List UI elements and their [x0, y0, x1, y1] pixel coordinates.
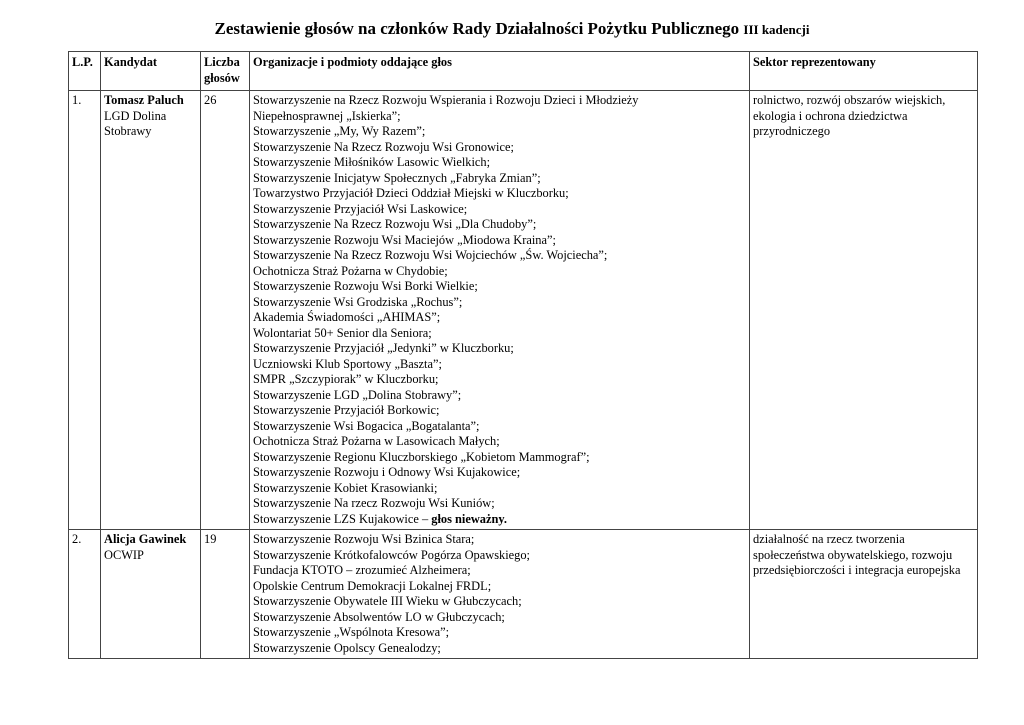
invalid-vote-note: głos nieważny. [431, 511, 507, 526]
header-sektor: Sektor reprezentowany [750, 52, 978, 91]
list-item: Stowarzyszenie LGD „Dolina Stobrawy”; [253, 387, 462, 402]
list-item: Stowarzyszenie „Wspólnota Kresowa”; [253, 625, 450, 639]
list-item: Stowarzyszenie Rozwoju i Odnowy Wsi Kujakowice; [253, 465, 521, 479]
list-item: Niepełnosprawnej „Iskierka”; [253, 108, 401, 123]
title-suffix: III kadencji [743, 22, 810, 37]
organizations-list [253, 532, 746, 656]
list-item: Stowarzyszenie Rozwoju Wsi Bzinica Stara; [253, 532, 475, 546]
list-item: Ochotnicza Straż Pożarna w Chydobie; [253, 263, 448, 278]
candidate-affiliation: LGD Dolina Stobrawy [104, 108, 167, 138]
list-item: Stowarzyszenie Opolscy Genealodzy; [253, 640, 441, 655]
list-item: SMPR „Szczypiorak” w Kluczborku; [253, 372, 439, 386]
table-row [69, 91, 978, 530]
list-item: Stowarzyszenie Rozwoju Wsi Borki Wielkie; [253, 279, 478, 293]
title-main: Zestawienie głosów na członków Rady Działalności Pożytku Publicznego [214, 19, 740, 38]
list-item: Stowarzyszenie Wsi Grodziska „Rochus”; [253, 294, 463, 309]
page-title [0, 19, 1024, 39]
candidate-affiliation: OCWIP [104, 547, 144, 562]
list-item: Stowarzyszenie Absolwentów LO w Głubczycach; [253, 609, 505, 624]
sector-cell: działalność na rzecz tworzenia społeczeństwa obywatelskiego, rozwoju przedsiębiorczości i integracja europejska [750, 530, 978, 659]
organizations-cell [250, 91, 750, 530]
votes-table [68, 51, 978, 659]
list-item [253, 512, 746, 528]
row-lp: 1. [69, 91, 101, 530]
list-item: Stowarzyszenie Miłośników Lasowic Wielkich; [253, 155, 491, 169]
row-lp: 2. [69, 530, 101, 659]
list-item: Stowarzyszenie Kobiet Krasowianki; [253, 480, 438, 495]
list-item: Stowarzyszenie Na rzecz Rozwoju Wsi Kuniów; [253, 496, 495, 510]
list-item: Stowarzyszenie Regionu Kluczborskiego „Kobietom Mammograf”; [253, 449, 590, 464]
list-item: Stowarzyszenie „My, Wy Razem”; [253, 124, 426, 138]
table-row [69, 530, 978, 659]
candidate-name: Alicja Gawinek [104, 532, 187, 546]
header-lp: L.P. [69, 52, 101, 91]
list-item: Uczniowski Klub Sportowy „Baszta”; [253, 356, 442, 371]
list-item: Fundacja KTOTO – zrozumieć Alzheimera; [253, 563, 471, 577]
list-item: Stowarzyszenie Przyjaciół Borkowic; [253, 403, 440, 417]
list-item: Stowarzyszenie Inicjatyw Społecznych „Fabryka Zmian”; [253, 170, 541, 185]
organizations-list [253, 93, 746, 512]
list-item: Stowarzyszenie Rozwoju Wsi Maciejów „Miodowa Kraina”; [253, 232, 556, 247]
table-header-row [69, 52, 978, 91]
list-item: Stowarzyszenie Na Rzecz Rozwoju Wsi Gronowice; [253, 139, 514, 154]
list-item: Stowarzyszenie Na Rzecz Rozwoju Wsi Wojciechów „Św. Wojciecha”; [253, 248, 608, 262]
candidate-name: Tomasz Paluch [104, 93, 184, 107]
header-organizacje: Organizacje i podmioty oddające głos [250, 52, 750, 91]
organizations-cell [250, 530, 750, 659]
list-item: Stowarzyszenie Przyjaciół Wsi Laskowice; [253, 201, 468, 216]
sector-cell: rolnictwo, rozwój obszarów wiejskich, ekologia i ochrona dziedzictwa przyrodniczego [750, 91, 978, 530]
candidate-cell [101, 530, 201, 659]
header-liczba: Liczba głosów [201, 52, 250, 91]
list-item: Stowarzyszenie Przyjaciół „Jedynki” w Kluczborku; [253, 341, 514, 355]
list-item: Stowarzyszenie na Rzecz Rozwoju Wspierania i Rozwoju Dzieci i Młodzieży [253, 93, 639, 107]
vote-count: 26 [201, 91, 250, 530]
list-item: Stowarzyszenie Wsi Bogacica „Bogatalanta”; [253, 418, 480, 433]
list-item: Stowarzyszenie Obywatele III Wieku w Głubczycach; [253, 594, 522, 608]
list-item: Stowarzyszenie Krótkofalowców Pogórza Opawskiego; [253, 547, 530, 562]
list-item: Wolontariat 50+ Senior dla Seniora; [253, 325, 432, 340]
candidate-cell [101, 91, 201, 530]
list-item: Towarzystwo Przyjaciół Dzieci Oddział Miejski w Kluczborku; [253, 186, 569, 200]
list-item: Stowarzyszenie Na Rzecz Rozwoju Wsi „Dla Chudoby”; [253, 217, 537, 231]
list-item: Ochotnicza Straż Pożarna w Lasowicach Małych; [253, 434, 500, 448]
list-item: Akademia Świadomości „AHIMAS”; [253, 310, 441, 324]
header-kandydat: Kandydat [101, 52, 201, 91]
list-item: Opolskie Centrum Demokracji Lokalnej FRDL; [253, 578, 492, 593]
vote-count: 19 [201, 530, 250, 659]
last-org-prefix: Stowarzyszenie LZS Kujakowice – [253, 511, 432, 526]
